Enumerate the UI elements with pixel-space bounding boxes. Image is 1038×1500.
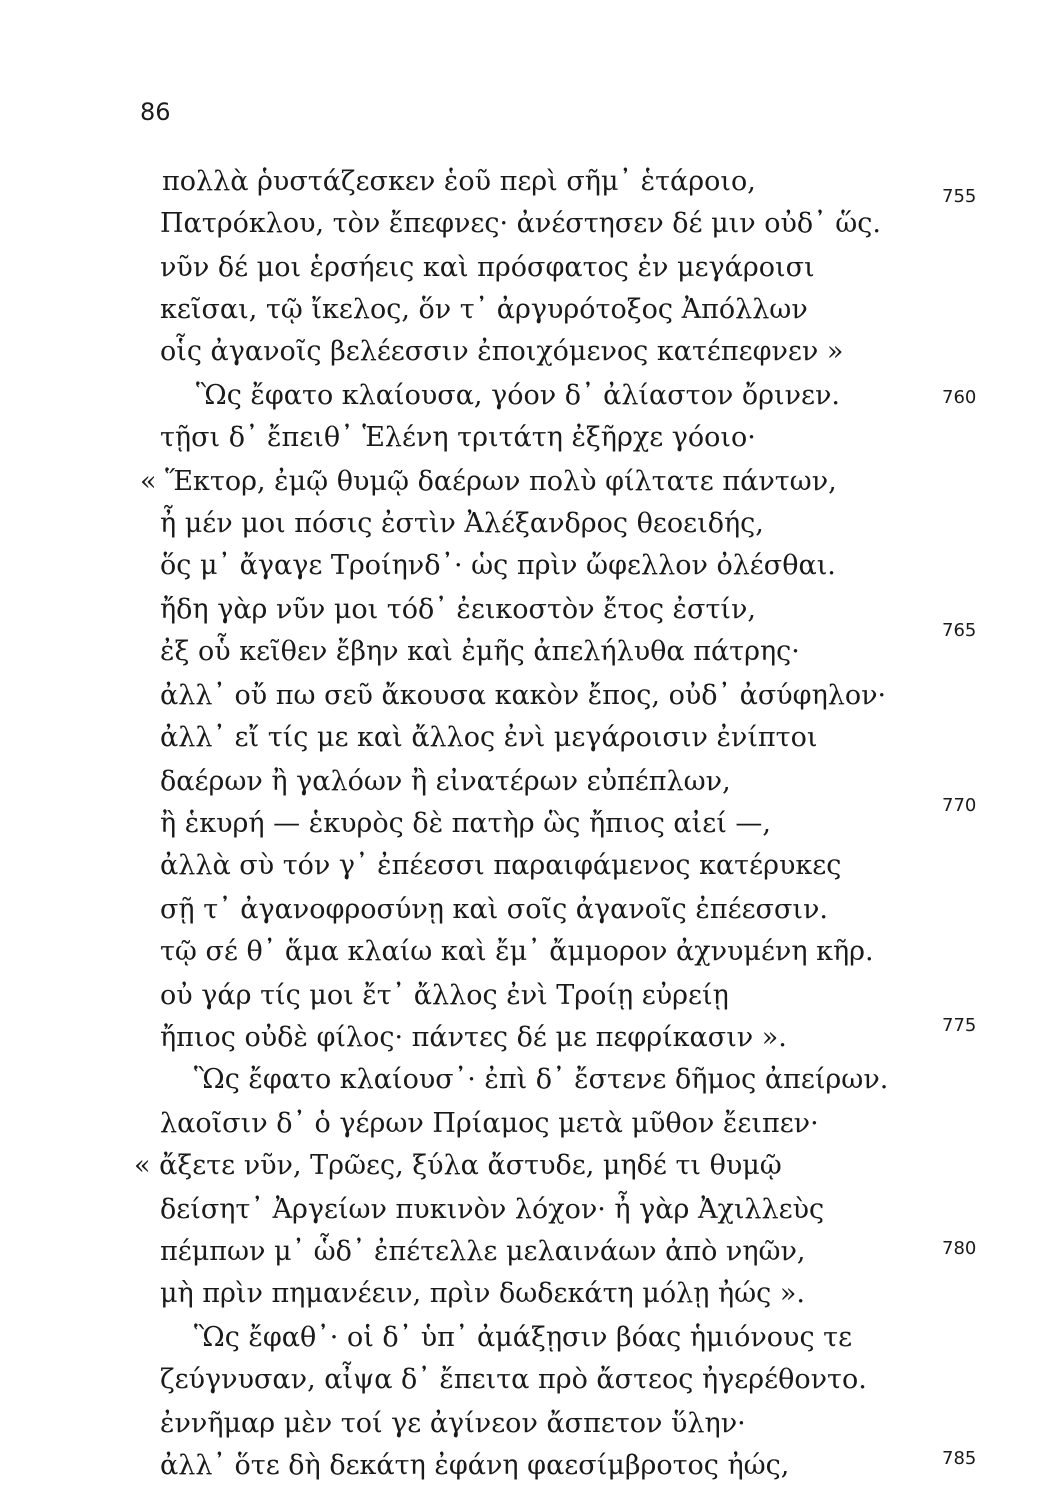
line-number: 755 xyxy=(942,186,977,207)
verse-line: δαέρων ἢ γαλόων ἢ εἰνατέρων εὐπέπλων, xyxy=(160,766,731,797)
page-number: 86 xyxy=(140,98,171,126)
line-number: 780 xyxy=(942,1238,977,1259)
verse-line: πολλὰ ῥυστάζεσκεν ἑοῦ περὶ σῆμ᾽ ἑτάροιο, xyxy=(162,166,756,197)
verse-line: οὐ γάρ τίς μοι ἔτ᾽ ἄλλος ἐνὶ Τροίῃ εὐρείῃ xyxy=(160,980,729,1011)
line-number: 765 xyxy=(942,620,977,641)
verse-line: ἐννῆμαρ μὲν τοί γε ἀγίνεον ἄσπετον ὕλην· xyxy=(160,1408,746,1439)
verse-line: Ὣς ἔφατο κλαίουσ᾽· ἐπὶ δ᾽ ἔστενε δῆμος ἀπείρων. xyxy=(194,1064,889,1095)
verse-line: « Ἕκτορ, ἐμῷ θυμῷ δαέρων πολὺ φίλτατε πάντων, xyxy=(140,466,837,497)
verse-line: ἀλλὰ σὺ τόν γ᾽ ἐπέεσσι παραιφάμενος κατέρυκες xyxy=(160,850,842,881)
verse-line: ὅς μ᾽ ἄγαγε Τροίηνδ᾽· ὡς πρὶν ὤφελλον ὀλέσθαι. xyxy=(160,550,836,581)
verse-line: Πατρόκλου, τὸν ἔπεφνες· ἀνέστησεν δέ μιν οὐδ᾽ ὥς. xyxy=(160,208,881,239)
verse-line: νῦν δέ μοι ἑρσήεις καὶ πρόσφατος ἐν μεγάροισι xyxy=(160,252,815,283)
verse-line: ἀλλ᾽ οὔ πω σεῦ ἄκουσα κακὸν ἔπος, οὐδ᾽ ἀσύφηλον· xyxy=(160,680,887,711)
verse-line: τῇσι δ᾽ ἔπειθ᾽ Ἑλένη τριτάτη ἐξῆρχε γόοιο· xyxy=(160,422,756,453)
line-number: 785 xyxy=(942,1448,977,1469)
verse-line: τῷ σέ θ᾽ ἅμα κλαίω καὶ ἔμ᾽ ἄμμορον ἀχνυμένη κῆρ. xyxy=(160,936,874,967)
verse-line: σῇ τ᾽ ἀγανοφροσύνῃ καὶ σοῖς ἀγανοῖς ἐπέεσσιν. xyxy=(160,894,828,925)
verse-line: δείσητ᾽ Ἀργείων πυκινὸν λόχον· ἦ γὰρ Ἀχιλλεὺς xyxy=(160,1194,825,1225)
verse-line: μὴ πρὶν πημανέειν, πρὶν δωδεκάτη μόλῃ ἠώς ». xyxy=(160,1278,805,1309)
verse-line: πέμπων μ᾽ ὧδ᾽ ἐπέτελλε μελαινάων ἀπὸ νηῶν, xyxy=(160,1236,806,1267)
verse-line: ἀλλ᾽ ὅτε δὴ δεκάτη ἐφάνη φαεσίμβροτος ἠώς, xyxy=(160,1450,790,1481)
line-number: 775 xyxy=(942,1015,977,1036)
verse-line: κεῖσαι, τῷ ἴκελος, ὅν τ᾽ ἀργυρότοξος Ἀπόλλων xyxy=(160,294,808,325)
line-number: 770 xyxy=(942,795,977,816)
line-number: 760 xyxy=(942,387,977,408)
verse-line: Ὣς ἔφαθ᾽· οἱ δ᾽ ὑπ᾽ ἀμάξῃσιν βόας ἡμιόνους τε xyxy=(194,1322,853,1353)
verse-line: ἐξ οὗ κεῖθεν ἔβην καὶ ἐμῆς ἀπελήλυθα πάτρης· xyxy=(160,636,800,667)
verse-line: ἦ μέν μοι πόσις ἐστὶν Ἀλέξανδρος θεοειδής, xyxy=(160,508,764,539)
verse-line: λαοῖσιν δ᾽ ὁ γέρων Πρίαμος μετὰ μῦθον ἔειπεν· xyxy=(160,1108,819,1139)
verse-line: ἢ ἑκυρή — ἑκυρὸς δὲ πατὴρ ὣς ἤπιος αἰεί —, xyxy=(160,808,771,839)
verse-line: ζεύγνυσαν, αἶψα δ᾽ ἔπειτα πρὸ ἄστεος ἠγερέθοντο. xyxy=(160,1364,867,1395)
verse-line: Ὣς ἔφατο κλαίουσα, γόον δ᾽ ἀλίαστον ὄρινεν. xyxy=(196,380,840,411)
verse-line: ἤπιος οὐδὲ φίλος· πάντες δέ με πεφρίκασιν ». xyxy=(160,1022,787,1053)
verse-line: ἤδη γὰρ νῦν μοι τόδ᾽ ἐεικοστὸν ἔτος ἐστίν, xyxy=(160,594,756,625)
verse-line: οἷς ἀγανοῖς βελέεσσιν ἐποιχόμενος κατέπεφνεν » xyxy=(160,336,844,367)
verse-line: « ἄξετε νῦν, Τρῶες, ξύλα ἄστυδε, μηδέ τι θυμῷ xyxy=(134,1150,782,1181)
verse-line: ἀλλ᾽ εἴ τίς με καὶ ἄλλος ἐνὶ μεγάροισιν ἐνίπτοι xyxy=(160,722,818,753)
